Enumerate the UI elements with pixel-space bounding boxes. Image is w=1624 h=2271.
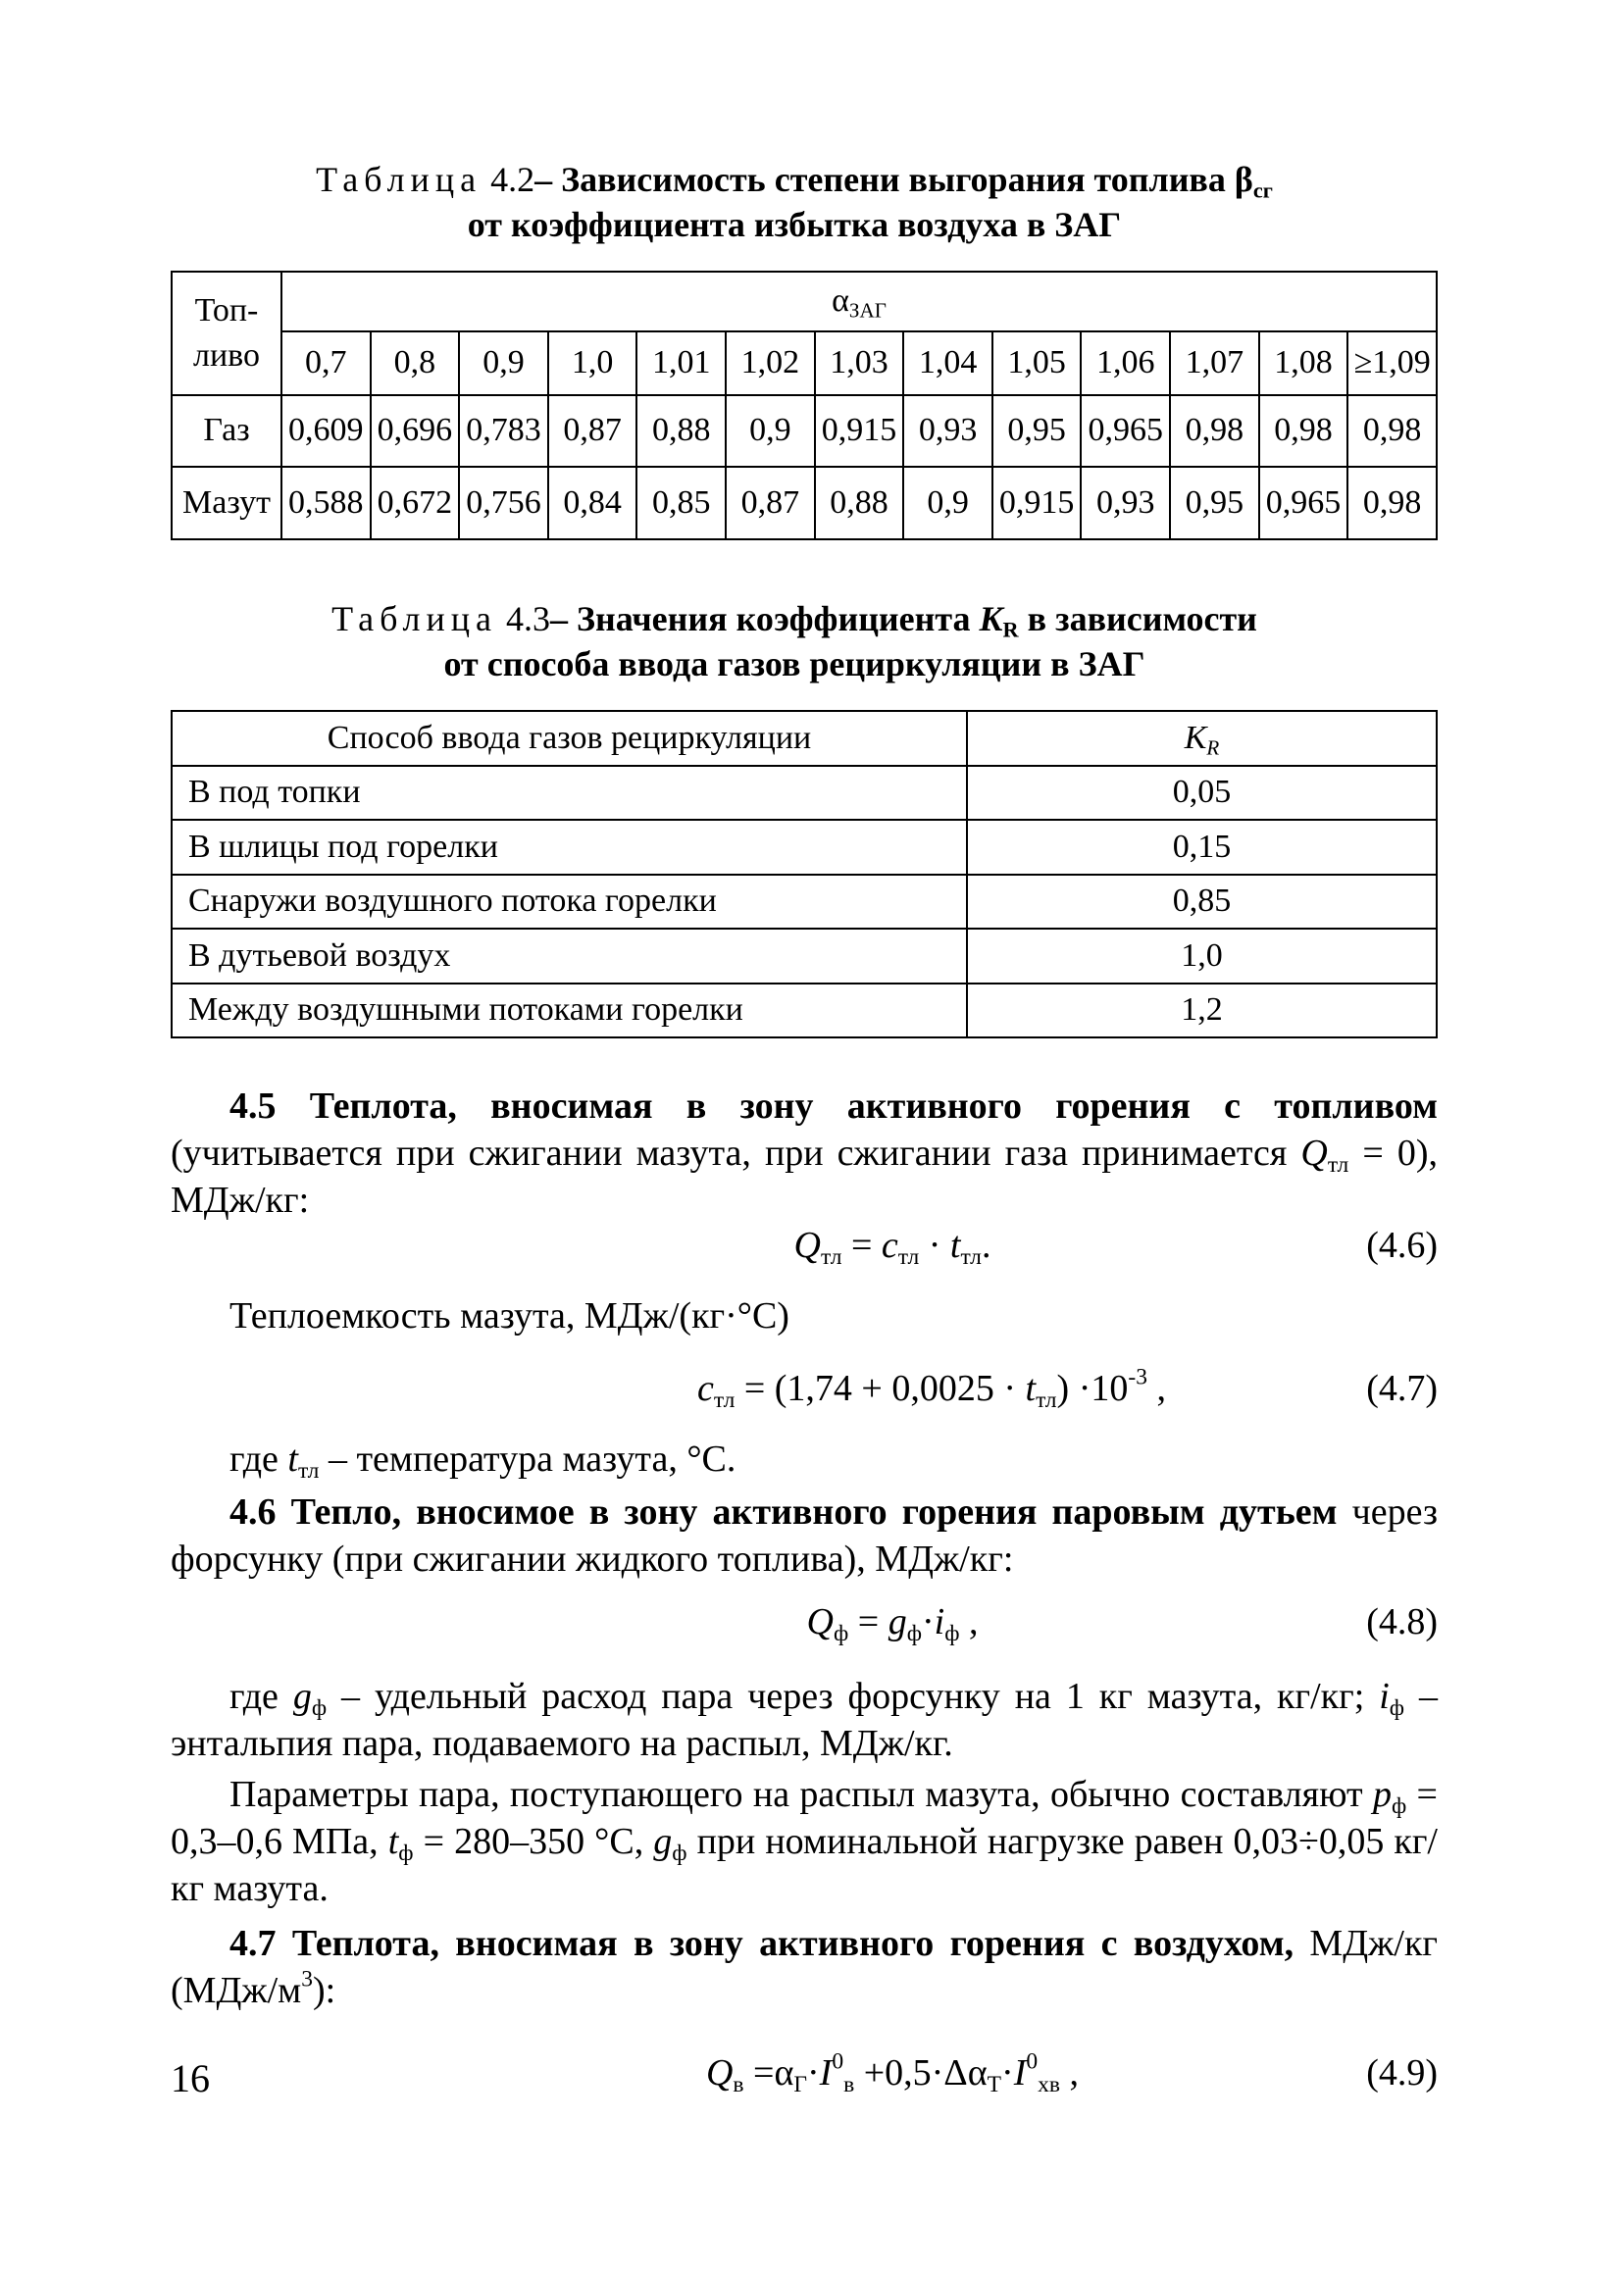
alpha-value-cell: 1,05 xyxy=(992,331,1082,395)
equation-number-4-8: (4.8) xyxy=(1366,1601,1438,1642)
alpha-value-cell: 1,02 xyxy=(726,331,815,395)
fuel-name-cell: Мазут xyxy=(172,467,281,539)
burnout-value-cell: 0,98 xyxy=(1347,395,1437,468)
kr-value-cell: 0,05 xyxy=(967,766,1437,821)
burnout-value-cell: 0,965 xyxy=(1081,395,1170,468)
method-cell: В шлицы под горелки xyxy=(172,820,967,875)
alpha-value-cell: 1,0 xyxy=(548,331,637,395)
alpha-value-cell: 0,8 xyxy=(371,331,460,395)
burnout-value-cell: 0,88 xyxy=(815,467,904,539)
alpha-value-cell: 1,01 xyxy=(636,331,726,395)
burnout-value-cell: 0,915 xyxy=(992,467,1082,539)
formula-4-7: $c_{тл} = (1,74 + 0,0025 \cdot t_{тл}) \cdot 10^{-3}$ , xyxy=(697,1364,1166,1414)
header-alpha: $\alpha_{ЗАГ}$ xyxy=(281,272,1437,331)
method-cell: В дутьевой воздух xyxy=(172,929,967,984)
section-4-5-paragraph: 4.5 Теплота, вносимая в зону активного горения с топливом (учитывается при сжигании мазута, при сжигании газа принимается $Q_{тл} = 0$), МДж/кг: xyxy=(171,1085,1438,1221)
burnout-value-cell: 0,9 xyxy=(903,467,992,539)
method-cell: Снаружи воздушного потока горелки xyxy=(172,875,967,930)
fuel-name-cell: Газ xyxy=(172,395,281,468)
heat-capacity-line: Теплоемкость мазута, МДж/(кг·°С) xyxy=(229,1295,789,1337)
burnout-value-cell: 0,95 xyxy=(1170,467,1259,539)
alpha-value-cell: 1,06 xyxy=(1081,331,1170,395)
burnout-value-cell: 0,783 xyxy=(459,395,548,468)
burnout-value-cell: 0,588 xyxy=(281,467,371,539)
table-row xyxy=(172,929,1437,984)
equation-number-4-7: (4.7) xyxy=(1366,1368,1438,1409)
table-row xyxy=(172,984,1437,1038)
alpha-value-cell: 1,03 xyxy=(815,331,904,395)
burnout-value-cell: 0,88 xyxy=(636,395,726,468)
burnout-value-cell: 0,965 xyxy=(1259,467,1348,539)
page-number: 16 xyxy=(171,2056,210,2100)
burnout-value-cell: 0,756 xyxy=(459,467,548,539)
kr-value-cell: 0,85 xyxy=(967,875,1437,930)
kr-value-cell: 1,2 xyxy=(967,984,1437,1038)
table-row xyxy=(172,875,1437,930)
burnout-value-cell: 0,696 xyxy=(371,395,460,468)
table-row xyxy=(172,395,1437,468)
alpha-value-cell: 1,08 xyxy=(1259,331,1348,395)
table-4-3-caption: Таблица 4.3– Значения коэффициента $K_R$ в зависимости от способа ввода газов рециркуляции в ЗАГ xyxy=(331,599,1257,683)
steam-parameters-paragraph: Параметры пара, поступающего на распыл мазута, обычно составляют $p_ф = 0,3-0,6$ МПа, $t_ф = 280-350$ °С, $g_ф$ при номинальной нагрузке равен 0,03÷0,05 кг/кг мазута. xyxy=(171,1774,1438,1909)
table-row xyxy=(172,467,1437,539)
header-method: Способ ввода газов рециркуляции xyxy=(172,711,967,766)
burnout-value-cell: 0,609 xyxy=(281,395,371,468)
burnout-value-cell: 0,98 xyxy=(1347,467,1437,539)
table-4-2-caption: Таблица 4.2– Зависимость степени выгорания топлива $\beta_{сг}$ от коэффициента избытка воздуха в ЗАГ xyxy=(316,160,1273,244)
formula-4-8: $Q_ф = g_ф\cdot i_ф$ , xyxy=(806,1601,979,1647)
header-fuel: Топ- ливо xyxy=(172,272,281,395)
burnout-value-cell: 0,95 xyxy=(992,395,1082,468)
kr-value-cell: 1,0 xyxy=(967,929,1437,984)
where-t-line: где $t_{тл}$ – температура мазута, °С. xyxy=(229,1438,736,1485)
burnout-value-cell: 0,93 xyxy=(903,395,992,468)
where-g-i-paragraph: где $g_ф$ – удельный расход пара через форсунку на 1 кг мазута, кг/кг; $i_ф$ – энтальпия пара, подаваемого на распыл, МДж/кг. xyxy=(171,1676,1438,1764)
burnout-value-cell: 0,9 xyxy=(726,395,815,468)
formula-4-6: $Q_{тл} = c_{тл} \cdot t_{тл}$. xyxy=(793,1225,991,1271)
table-row xyxy=(172,766,1437,821)
kr-value-cell: 0,15 xyxy=(967,820,1437,875)
formula-4-9: $Q_в =\alpha_Г\cdot I^0_в +0,5\cdot\Delta\alpha_Т\cdot I^0_{хв}$ , xyxy=(705,2048,1080,2098)
burnout-value-cell: 0,87 xyxy=(726,467,815,539)
table-row xyxy=(172,820,1437,875)
equation-number-4-6: (4.6) xyxy=(1366,1225,1438,1266)
section-4-6-paragraph: 4.6 Тепло, вносимое в зону активного горения паровым дутьем через форсунку (при сжигании жидкого топлива), МДж/кг: xyxy=(171,1491,1438,1580)
alpha-value-cell: 1,04 xyxy=(903,331,992,395)
burnout-value-cell: 0,98 xyxy=(1259,395,1348,468)
method-cell: В под топки xyxy=(172,766,967,821)
burnout-value-cell: 0,98 xyxy=(1170,395,1259,468)
burnout-value-cell: 0,915 xyxy=(815,395,904,468)
alpha-value-cell: 0,9 xyxy=(459,331,548,395)
method-cell: Между воздушными потоками горелки xyxy=(172,984,967,1038)
burnout-value-cell: 0,84 xyxy=(548,467,637,539)
alpha-value-cell: ≥1,09 xyxy=(1347,331,1437,395)
section-4-7-paragraph: 4.7 Теплота, вносимая в зону активного горения с воздухом, МДж/кг $(МДж/м^3)$: xyxy=(171,1923,1438,2011)
burnout-value-cell: 0,87 xyxy=(548,395,637,468)
burnout-value-cell: 0,85 xyxy=(636,467,726,539)
burnout-value-cell: 0,93 xyxy=(1081,467,1170,539)
alpha-value-cell: 1,07 xyxy=(1170,331,1259,395)
burnout-value-cell: 0,672 xyxy=(371,467,460,539)
header-kr: $K_R$ xyxy=(967,711,1437,766)
table-recirculation-coefficient xyxy=(171,710,1438,1038)
equation-number-4-9: (4.9) xyxy=(1366,2052,1438,2094)
alpha-value-cell: 0,7 xyxy=(281,331,371,395)
table-burnout-degree xyxy=(171,271,1438,540)
